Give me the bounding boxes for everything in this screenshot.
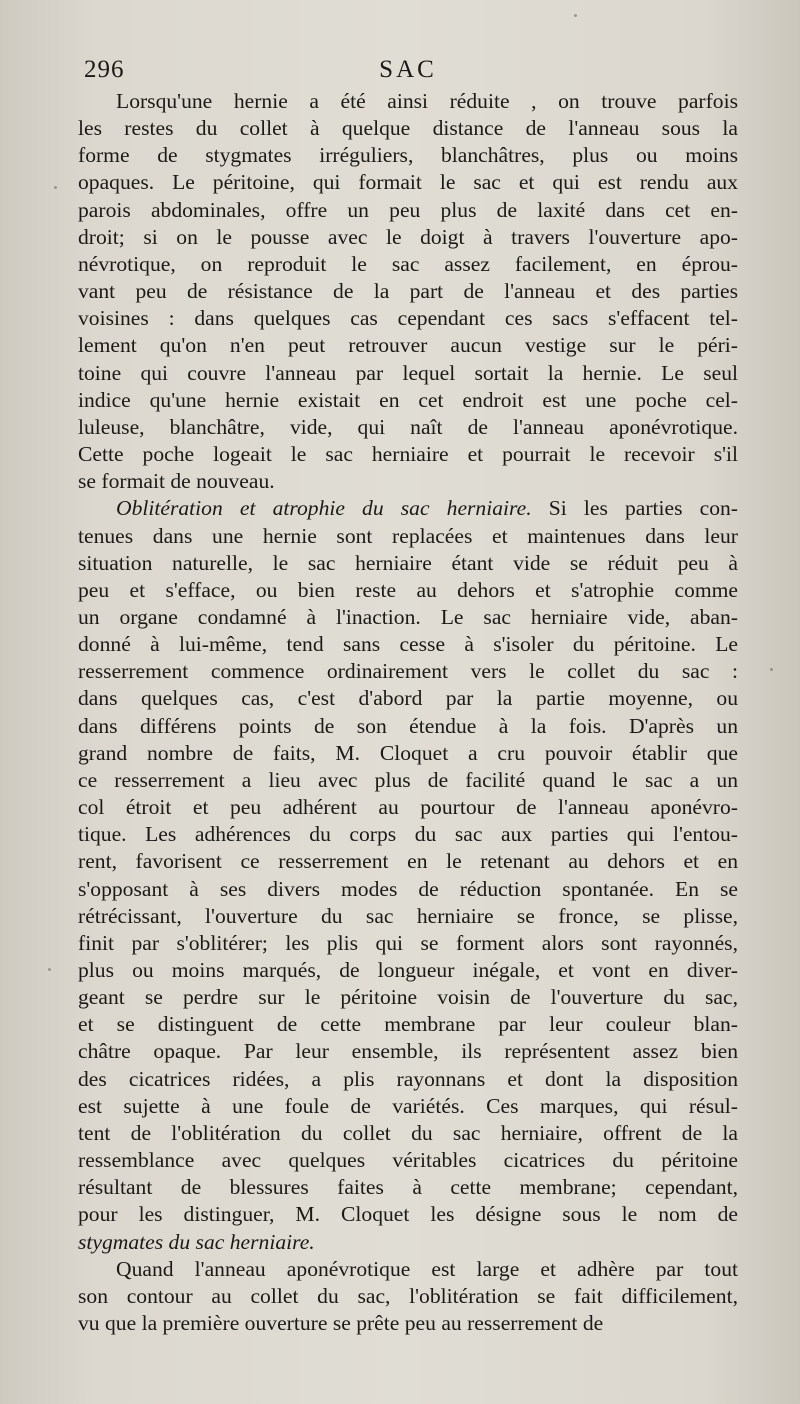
text-line — [78, 794, 738, 821]
line-text: névrotique, on reproduit le sac assez facilement, en éprou- — [78, 251, 738, 276]
text-line — [78, 142, 738, 169]
text-line — [78, 1147, 738, 1174]
line-text: ressemblance avec quelques véritables cicatrices du péritoine — [78, 1148, 738, 1173]
text-line — [78, 115, 738, 142]
line-text: se formait de nouveau. — [78, 469, 275, 494]
line-text: rétrécissant, l'ouverture du sac herniaire se fronce, se plisse, — [78, 903, 738, 928]
line-text: finit par s'oblitérer; les plis qui se forment alors sont rayonnés, — [78, 930, 738, 955]
text-line — [78, 903, 738, 930]
text-line — [78, 1038, 738, 1065]
line-text: résultant de blessures faites à cette membrane; cependant, — [78, 1175, 738, 1200]
line-text: droit; si on le pousse avec le doigt à travers l'ouverture apo- — [78, 224, 738, 249]
text-line — [78, 1283, 738, 1310]
line-text: forme de stygmates irréguliers, blanchâtres, plus ou moins — [78, 143, 738, 168]
text-line — [78, 441, 738, 468]
text-line — [78, 1093, 738, 1120]
line-text: tenues dans une hernie sont replacées et maintenues dans leur — [78, 523, 738, 548]
text-line — [78, 876, 738, 903]
line-text: lement qu'on n'en peut retrouver aucun vestige sur le péri- — [78, 333, 738, 358]
line-text: luleuse, blanchâtre, vide, qui naît de l'anneau aponévrotique. — [78, 414, 738, 439]
line-text: un organe condamné à l'inaction. Le sac herniaire vide, aban- — [78, 604, 738, 629]
body-text — [78, 88, 738, 1337]
line-text: vant peu de résistance de la part de l'anneau et des parties — [78, 279, 738, 304]
text-line — [78, 577, 738, 604]
line-text: son contour au collet du sac, l'oblitération se fait difficilement, — [78, 1283, 738, 1308]
text-line — [78, 1011, 738, 1038]
text-line — [78, 631, 738, 658]
text-line — [78, 957, 738, 984]
line-text: pour les distinguer, M. Cloquet les désigne sous le nom de — [78, 1202, 738, 1227]
text-line — [78, 685, 738, 712]
line-text: Lorsqu'une hernie a été ainsi réduite , on trouve parfois — [116, 89, 738, 113]
text-line — [78, 984, 738, 1011]
running-title: SAC — [379, 56, 437, 83]
line-text: s'opposant à ses divers modes de réduction spontanée. En se — [78, 876, 738, 901]
text-line — [78, 387, 738, 414]
line-text: col étroit et peu adhérent au pourtour de l'anneau aponévro- — [78, 795, 738, 820]
line-text: et se distinguent de cette membrane par leur couleur blan- — [78, 1012, 738, 1037]
line-text: donné à lui-même, tend sans cesse à s'isoler du péritoine. Le — [78, 632, 738, 657]
line-text: indice qu'une hernie existait en cet endroit est une poche cel- — [78, 387, 738, 412]
page-header — [78, 56, 738, 86]
line-text: vu que la première ouverture se prête peu au resserrement de — [78, 1311, 604, 1336]
text-line — [78, 414, 738, 441]
text-line — [78, 495, 738, 522]
line-text: Si les parties con- — [531, 496, 738, 521]
text-line — [78, 713, 738, 740]
italic-heading: Oblitération et atrophie du sac herniaire. — [116, 496, 532, 521]
text-line — [78, 332, 738, 359]
line-text: dans différens points de son étendue à la fois. D'après un — [78, 713, 738, 738]
text-line — [78, 305, 738, 332]
text-line — [78, 523, 738, 550]
paper-speck — [574, 14, 577, 17]
text-line — [78, 197, 738, 224]
paper-speck — [48, 968, 51, 971]
text-line — [78, 224, 738, 251]
text-line — [78, 169, 738, 196]
paper-speck — [54, 186, 57, 189]
line-text: est sujette à une foule de variétés. Ces marques, qui résul- — [78, 1093, 738, 1118]
line-text: les restes du collet à quelque distance de l'anneau sous la — [78, 116, 738, 141]
line-text: tent de l'oblitération du collet du sac herniaire, offrent de la — [78, 1120, 738, 1145]
text-line — [78, 278, 738, 305]
line-text: dans quelques cas, c'est d'abord par la partie moyenne, ou — [78, 686, 738, 711]
line-text: des cicatrices ridées, a plis rayonnans et dont la disposition — [78, 1066, 738, 1091]
line-text: opaques. Le péritoine, qui formait le sac et qui est rendu aux — [78, 170, 738, 195]
line-text: rent, favorisent ce resserrement en le retenant au dehors et en — [78, 849, 738, 874]
page-number: 296 — [84, 56, 125, 83]
line-text: parois abdominales, offre un peu plus de laxité dans cet en- — [78, 197, 738, 222]
text-line — [78, 468, 738, 495]
line-text: plus ou moins marqués, de longueur inégale, et vont en diver- — [78, 958, 738, 982]
text-line — [78, 1229, 738, 1256]
line-text: tique. Les adhérences du corps du sac aux parties qui l'entou- — [78, 822, 738, 847]
text-line — [78, 88, 738, 115]
text-line — [78, 1201, 738, 1228]
line-text: resserrement commence ordinairement vers le collet du sac : — [78, 659, 738, 684]
text-line — [78, 1310, 738, 1337]
paper-speck — [770, 668, 773, 671]
text-line — [78, 1120, 738, 1147]
text-line — [78, 821, 738, 848]
text-line — [78, 767, 738, 794]
line-text: ce resserrement a lieu avec plus de facilité quand le sac a un — [78, 767, 738, 792]
text-line — [78, 1066, 738, 1093]
line-text: situation naturelle, le sac herniaire étant vide se réduit peu à — [78, 550, 738, 575]
text-line — [78, 1256, 738, 1283]
text-line — [78, 1174, 738, 1201]
text-line — [78, 740, 738, 767]
line-text: Cette poche logeait le sac herniaire et pourrait le recevoir s'il — [78, 442, 738, 467]
text-line — [78, 604, 738, 631]
text-line — [78, 550, 738, 577]
line-text: grand nombre de faits, M. Cloquet a cru pouvoir établir que — [78, 740, 738, 765]
text-line — [78, 930, 738, 957]
line-text: geant se perdre sur le péritoine voisin de l'ouverture du sac, — [78, 985, 738, 1010]
text-line — [78, 251, 738, 278]
text-line — [78, 360, 738, 387]
text-line — [78, 848, 738, 875]
italic-heading: stygmates du sac herniaire. — [78, 1229, 315, 1254]
line-text: peu et s'efface, ou bien reste au dehors et s'atrophie comme — [78, 577, 738, 602]
line-text: toine qui couvre l'anneau par lequel sortait la hernie. Le seul — [78, 360, 738, 385]
line-text: châtre opaque. Par leur ensemble, ils représentent assez bien — [78, 1039, 738, 1064]
text-line — [78, 658, 738, 685]
line-text: voisines : dans quelques cas cependant ces sacs s'effacent tel- — [78, 306, 738, 331]
line-text: Quand l'anneau aponévrotique est large et adhère par tout — [116, 1256, 738, 1281]
